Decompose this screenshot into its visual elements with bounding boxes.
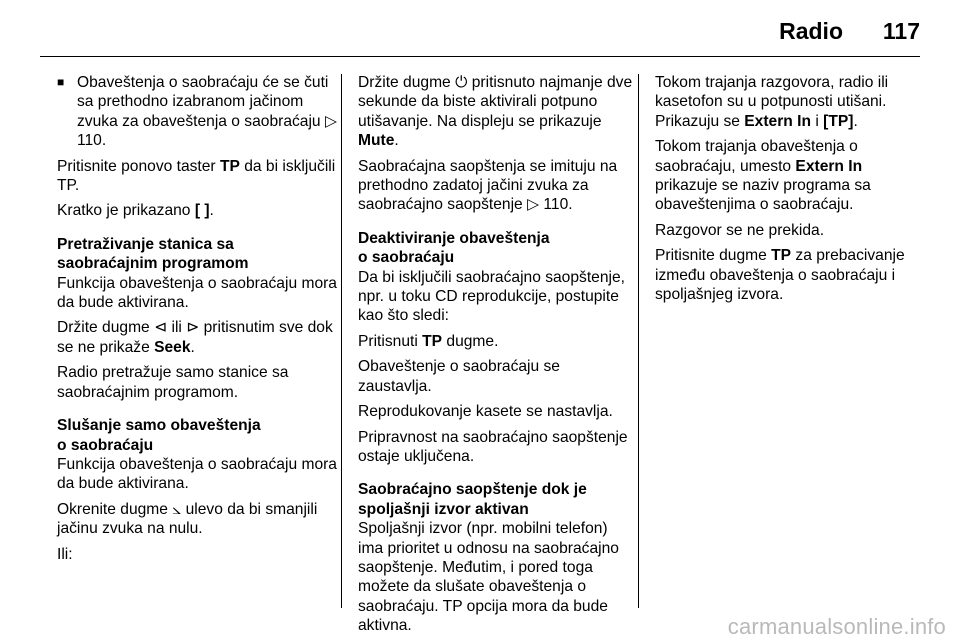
paragraph: Spoljašnji izvor (npr. mobilni telefon) ima prioritet u odnosu na saobraćajno saopštenje. Međutim, i pored toga možete da slušate obaveštenja o saobraćaju. TP opcija mora da bude aktivna. [358,520,619,635]
column-1 [57,73,339,570]
paragraph: Tokom trajanja obaveštenja o saobraćaju, umesto Extern In prikazuje se naziv programa sa obaveštenjima o saobraćaju. [655,138,871,214]
paragraph: Okrenite dugme ⦣ ulevo da bi smanjili jačinu zvuka na nulu. [57,499,318,538]
column-3 [655,73,923,310]
paragraph: Radio pretražuje samo stanice sa saobraćajnim programom. [57,364,289,401]
seek-left-icon: ⊲ [154,318,168,337]
tp-indicator: [TP] [823,112,854,130]
extern-in-label: Extern In [744,112,812,130]
paragraph: Pripravnost na saobraćajno saopštenje ostaje uključena. [358,428,628,465]
paragraph: Pritisnite ponovo taster TP da bi isključili TP. [57,157,336,195]
page-ref-arrow-icon: ▷ [324,111,337,130]
paragraph: Tokom trajanja razgovora, radio ili kasetofon su u potpunosti utišani. Prikazuju se Extern In i [TP]. [655,74,889,130]
extern-in-label: Extern In [795,157,863,175]
watermark: carmanualsonline.info [727,614,946,639]
page-title: Radio [779,18,843,44]
paragraph: Razgovor se ne prekida. [655,221,825,239]
tp-indicator: [ ] [194,202,210,220]
page-ref-arrow-icon: ▷ [527,195,540,214]
volume-knob-icon: ⦣ [172,499,182,518]
seek-right-icon: ⊳ [186,318,200,337]
bullet-text: Obaveštenja o saobraćaju će se čuti sa prethodno izabranom jačinom zvuka za obaveštenja o saobraćaju [77,74,329,130]
tp-label: TP [219,157,240,175]
column-2 [358,73,633,642]
column-divider-1 [341,74,342,608]
power-icon: ⏻ [455,73,468,91]
page-header [620,14,920,50]
page-number: 117 [882,18,920,44]
section-heading: Pretraživanje stanica sa saobraćajnim programom [57,235,249,273]
paragraph: Pritisnuti TP dugme. [358,332,499,350]
paragraph: Reprodukovanje kasete se nastavlja. [358,403,613,421]
tp-label: TP [422,332,443,350]
paragraph: Funkcija obaveštenja o saobraćaju mora da bude aktivirana. [57,455,337,493]
paragraph: Da bi isključili saobraćajno saopštenje, npr. u toku CD reprodukcije, postupite kao što sledi: [358,268,625,325]
paragraph: Kratko je prikazano [ ]. [57,202,214,220]
paragraph: Funkcija obaveštenja o saobraćaju mora da bude aktivirana. [57,274,337,312]
paragraph: Držite dugme ⊲ ili ⊳ pritisnutim sve dok se ne prikaže Seek. [57,318,333,356]
section-heading: Deaktiviranje obaveštenja o saobraćaju [358,229,550,267]
page-ref: 110. [77,132,107,150]
paragraph: Ili: [57,545,73,563]
paragraph: Obaveštenje o saobraćaju se zaustavlja. [358,358,560,395]
bullet-item [57,73,339,151]
paragraph: Saobraćajna saopštenja se imituju na prethodno zadatoj jačini zvuka za saobraćajno saopštenje ▷ 110. [358,157,618,214]
seek-label: Seek [154,338,191,356]
column-divider-2 [638,74,639,608]
section-heading: Saobraćajno saopštenje dok je spoljašnji izvor aktivan [358,481,587,518]
header-rule [40,56,920,57]
paragraph: Pritisnite dugme TP za prebacivanje između obaveštenja o saobraćaju i spoljašnjeg izvora. [655,247,905,304]
paragraph: Držite dugme ⏻ pritisnuto najmanje dve sekunde da biste aktivirali potpuno utišavanje. Na displeju se prikazuje Mute. [358,73,633,150]
tp-label: TP [771,247,792,265]
mute-label: Mute [358,132,395,150]
section-heading: Slušanje samo obaveštenja o saobraćaju [57,417,261,454]
